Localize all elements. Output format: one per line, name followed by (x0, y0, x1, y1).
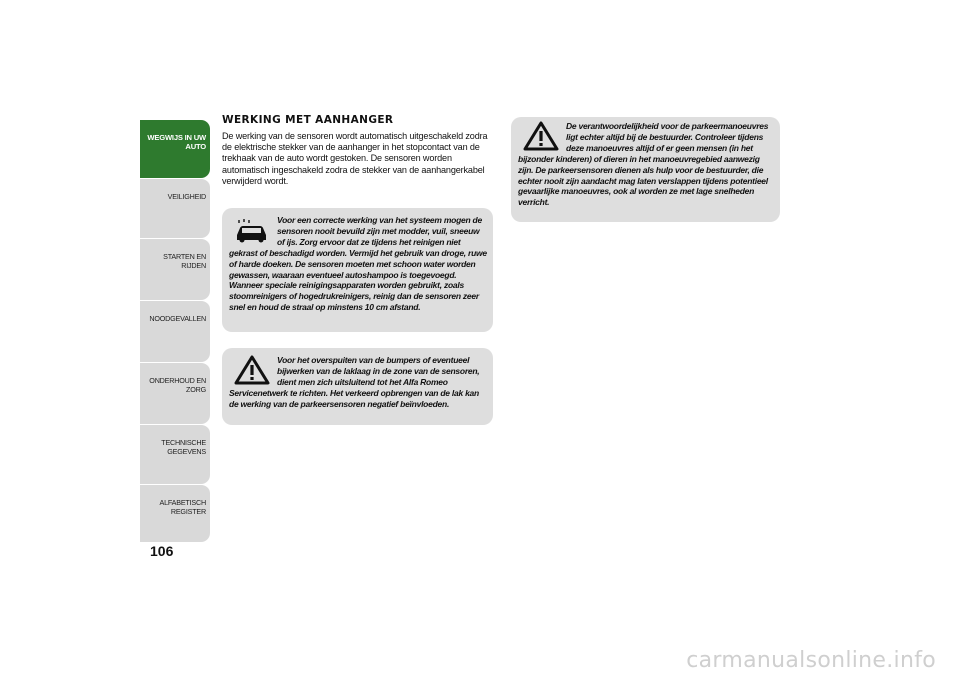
tab-technische-gegevens[interactable] (140, 424, 210, 484)
car-wash-icon (233, 215, 271, 245)
tab-starten-en-rijden[interactable] (140, 238, 210, 300)
tab-label: VEILIGHEID (167, 192, 206, 201)
responsibility-warning (511, 117, 780, 222)
tab-label: STARTEN EN RIJDEN (163, 252, 206, 270)
tab-wegwijs-in-uw-auto[interactable] (140, 120, 210, 178)
notice-text: Voor het overspuiten van de bumpers of eventueel bijwerken van de laklaag in de zone van de sensoren, dient men zich uitsluitend tot het Alfa Romeo Servicenetwerk te richten. Het verkeerd opbrengen van de lak kan de werking van de parkeersensoren negatief beïnvloeden. (229, 355, 480, 409)
paint-warning (222, 348, 493, 425)
notice-text: De verantwoordelijkheid voor de parkeermanoeuvres ligt echter altijd bij de bestuurder. Controleer tijdens deze manoeuvres altijd of er geen mensen (in het bijzonder kinderen) of dieren in het manoeuvregebied aanwezig zijn. De parkeersensoren dienen als hulp voor de bestuurder, die echter nooit zijn aandacht mag laten verslappen tijdens potentieel gevaarlijke manoeuvres, ook al worden ze met lage snelheden verricht. (518, 121, 769, 208)
page-number: 106 (150, 543, 174, 559)
tab-label: ONDERHOUD EN ZORG (149, 376, 206, 394)
tab-veiligheid[interactable] (140, 178, 210, 238)
notice-text: Voor een correcte werking van het systeem mogen de sensoren nooit bevuild zijn met modder, vuil, sneeuw of ijs. Zorg ervoor dat ze tijdens het reinigen niet gekrast of beschadigd worden. Vermijd het gebruik van droge, ruwe of harde doeken. De sensoren moeten met schoon water worden gewassen, waaraan eventueel autoshampoo is toegevoegd. Wanneer speciale reinigingsapparaten worden gebruikt, zoals stoomreinigers of hogedrukreinigers, reinig dan de sensoren zeer snel en houd de straal op minstens 10 cm afstand. (229, 215, 487, 313)
tab-label: TECHNISCHE GEGEVENS (161, 438, 206, 456)
tab-label: NOODGEVALLEN (149, 314, 206, 323)
section-body: De werking van de sensoren wordt automatisch uitgeschakeld zodra de elektrische stekker van de aanhanger in het stopcontact van de trekhaak van de auto wordt gestoken. De sensoren worden automatisch ingeschakeld zodra de stekker van de aanhangerkabel verwijderd wordt. (222, 131, 488, 186)
warning-triangle-icon (522, 121, 560, 151)
tab-alfabetisch-register[interactable] (140, 484, 210, 542)
tab-onderhoud-en-zorg[interactable] (140, 362, 210, 424)
warning-triangle-icon (233, 355, 271, 385)
tab-label: ALFABETISCH REGISTER (159, 498, 206, 516)
cleaning-notice (222, 208, 493, 332)
watermark: carmanualsonline.info (686, 648, 936, 673)
section-heading: WERKING MET AANHANGER (222, 114, 394, 126)
tab-label: WEGWIJS IN UW AUTO (147, 133, 206, 151)
tab-noodgevallen[interactable] (140, 300, 210, 362)
